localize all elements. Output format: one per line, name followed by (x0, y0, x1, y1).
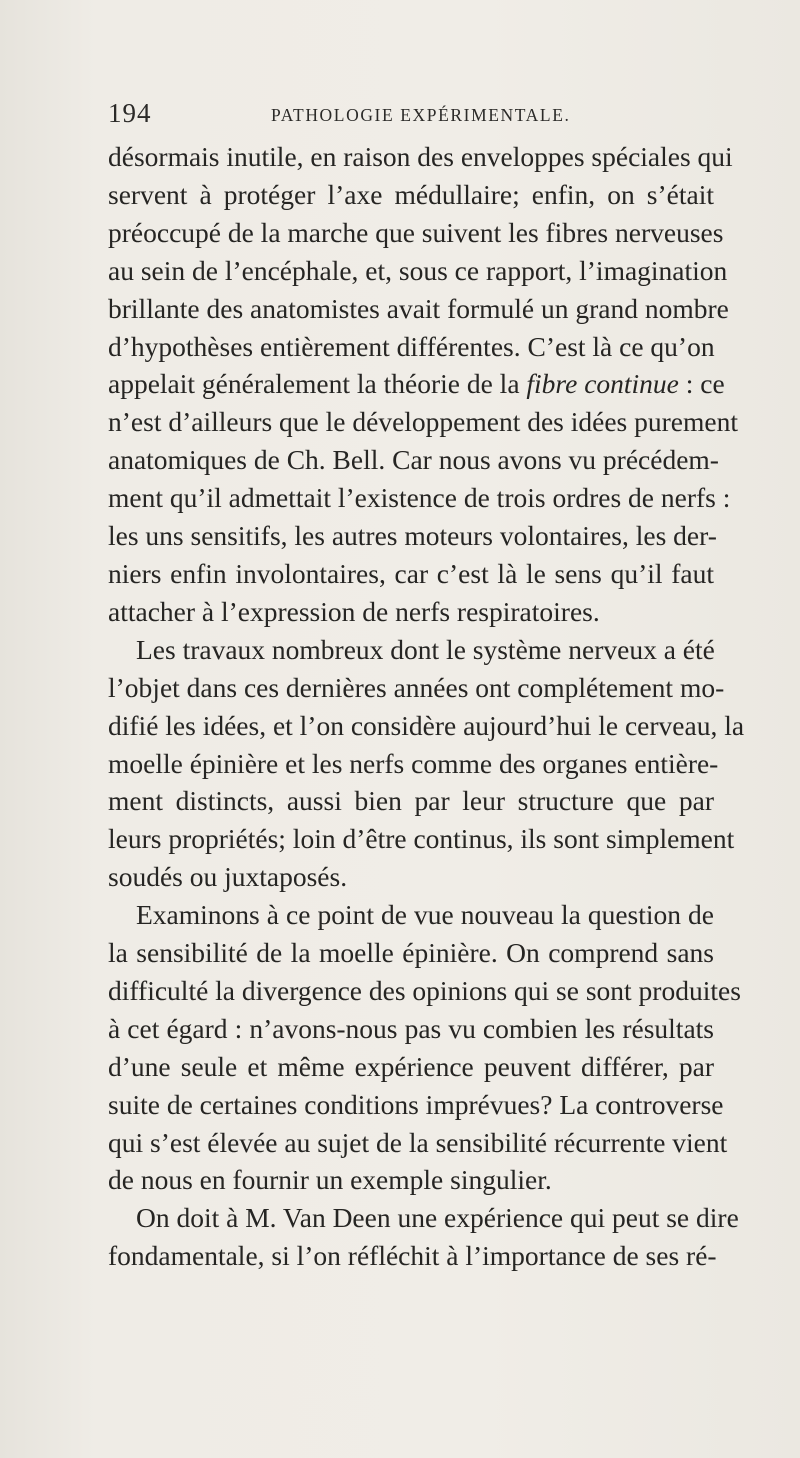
text-line: d’une seule et même expérience peuvent différer, par (108, 1050, 714, 1082)
body-text (108, 138, 745, 1275)
text-line: préoccupé de la marche que suivent les fibres nerveuses (108, 216, 724, 248)
text-line: difié les idées, et l’on considère aujourd’hui le cerveau, la (108, 709, 745, 741)
text-line: anatomiques de Ch. Bell. Car nous avons vu précédem- (108, 444, 719, 476)
text-line: Les travaux nombreux dont le système nerveux a été (136, 633, 715, 665)
text-line: On doit à M. Van Deen une expérience qui peut se dire (136, 1202, 739, 1234)
text-line: suite de certaines conditions imprévues? La controverse (108, 1088, 724, 1120)
text-line: ment qu’il admettait l’existence de trois ordres de nerfs : (108, 482, 731, 514)
text-line (108, 365, 725, 403)
text-line: au sein de l’encéphale, et, sous ce rapport, l’imagination (108, 254, 728, 286)
text-line: la sensibilité de la moelle épinière. On comprend sans (108, 937, 714, 969)
text-line: qui s’est élevée au sujet de la sensibilité récurrente vient (108, 1126, 728, 1158)
text-line: à cet égard : n’avons-nous pas vu combien les résultats (108, 1012, 714, 1044)
text-line: de nous en fournir un exemple singulier. (108, 1164, 552, 1196)
text-line: difficulté la divergence des opinions qui se sont produites (108, 974, 741, 1006)
text-line: désormais inutile, en raison des enveloppes spéciales qui (108, 141, 733, 172)
text-line: les uns sensitifs, les autres moteurs volontaires, les der- (108, 520, 717, 552)
italic-term: fibre continue (526, 368, 679, 400)
text-line: niers enfin involontaires, car c’est là le sens qu’il faut (108, 557, 714, 589)
text-segment: appelait généralement la théorie de la (108, 368, 527, 400)
text-line: d’hypothèses entièrement différentes. C’est là ce qu’on (108, 330, 715, 362)
text-line: fondamentale, si l’on réfléchit à l’importance de ses ré- (108, 1240, 717, 1272)
text-line: l’objet dans ces dernières années ont complétement mo- (108, 671, 725, 703)
text-line: ment distincts, aussi bien par leur structure que par (108, 785, 714, 817)
running-head: PATHOLOGIE EXPÉRIMENTALE. (271, 105, 571, 125)
page-header (108, 98, 708, 138)
text-line: Examinons à ce point de vue nouveau la question de (136, 899, 714, 931)
text-line: soudés ou juxtaposés. (108, 861, 348, 893)
text-segment: : ce (678, 368, 725, 400)
text-line: brillante des anatomistes avait formulé un grand nombre (108, 292, 729, 324)
text-line: servent à protéger l’axe médullaire; enfin, on s’était (108, 178, 714, 210)
text-line: leurs propriétés; loin d’être continus, ils sont simplement (108, 823, 735, 855)
text-line: attacher à l’expression de nerfs respiratoires. (108, 595, 600, 627)
text-line: moelle épinière et les nerfs comme des organes entière- (108, 747, 719, 779)
text-line: n’est d’ailleurs que le développement des idées purement (108, 406, 738, 438)
page-number: 194 (108, 98, 152, 128)
